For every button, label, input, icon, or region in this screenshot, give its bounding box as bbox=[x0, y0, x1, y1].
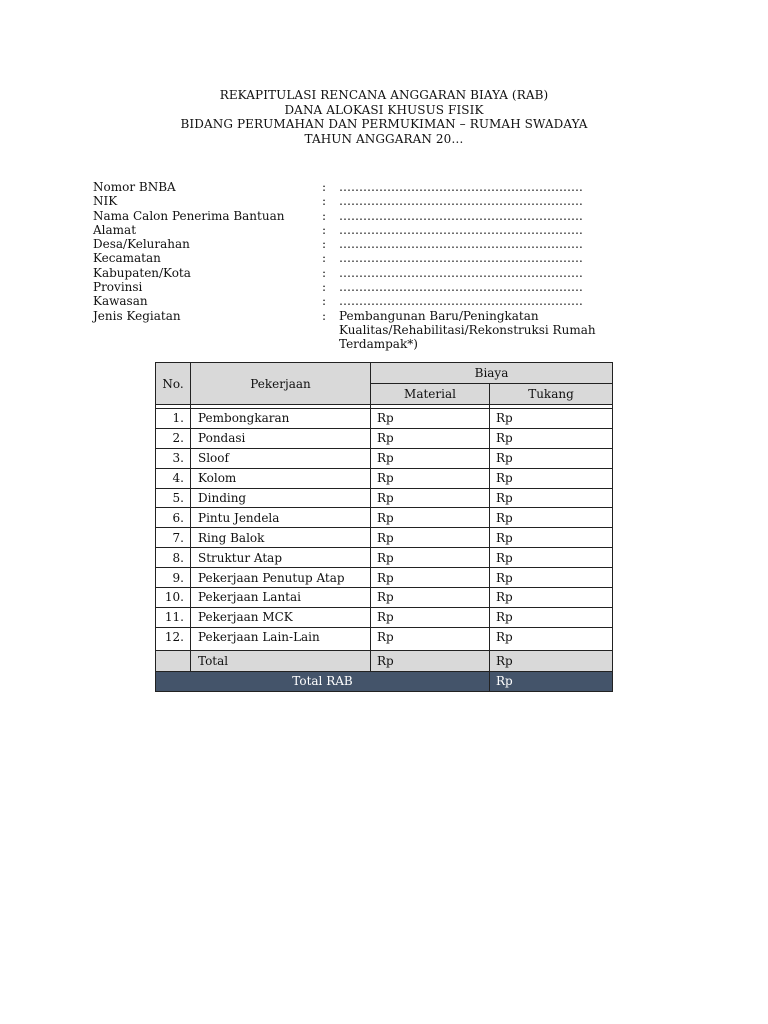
row-tukang: Rp bbox=[490, 428, 613, 448]
row-material: Rp bbox=[371, 588, 490, 608]
field-nomor-bnba bbox=[93, 180, 633, 194]
table-row bbox=[156, 568, 613, 588]
field-label: NIK bbox=[93, 194, 118, 209]
field-label: Kawasan bbox=[93, 294, 148, 309]
total-row bbox=[156, 650, 613, 671]
row-pekerjaan: Pekerjaan Lantai bbox=[191, 588, 371, 608]
row-no: 1. bbox=[156, 409, 191, 429]
title-line: BIDANG PERUMAHAN DAN PERMUKIMAN – RUMAH SWADAYA bbox=[180, 117, 588, 131]
row-no: 11. bbox=[156, 607, 191, 627]
row-tukang: Rp bbox=[490, 488, 613, 508]
field-value: ……………………………………………………. bbox=[339, 194, 583, 209]
total-no-cell bbox=[156, 650, 191, 671]
field-value: Pembangunan Baru/Peningkatan Kualitas/Rehabilitasi/Rekonstruksi Rumah Terdampak*) bbox=[339, 308, 596, 352]
field-kecamatan bbox=[93, 251, 633, 265]
row-pekerjaan: Pembongkaran bbox=[191, 409, 371, 429]
grand-total-value: Rp bbox=[490, 671, 613, 691]
row-pekerjaan: Pintu Jendela bbox=[191, 508, 371, 528]
field-colon: : bbox=[322, 180, 327, 194]
table-row bbox=[156, 607, 613, 627]
field-nama-calon-penerima bbox=[93, 209, 633, 223]
row-pekerjaan: Pekerjaan Lain-Lain bbox=[191, 627, 371, 650]
row-pekerjaan: Struktur Atap bbox=[191, 548, 371, 568]
row-pekerjaan: Pekerjaan Penutup Atap bbox=[191, 568, 371, 588]
field-colon: : bbox=[322, 208, 327, 223]
header-tukang: Tukang bbox=[490, 384, 613, 405]
field-colon: : bbox=[322, 194, 327, 209]
recipient-info bbox=[93, 180, 633, 352]
table-row bbox=[156, 448, 613, 468]
field-value: ……………………………………………………. bbox=[339, 180, 583, 194]
table-row bbox=[156, 488, 613, 508]
field-nik bbox=[93, 194, 633, 208]
table-row bbox=[156, 468, 613, 488]
field-label: Provinsi bbox=[93, 280, 143, 295]
table-row bbox=[156, 528, 613, 548]
row-tukang: Rp bbox=[490, 548, 613, 568]
row-material: Rp bbox=[371, 428, 490, 448]
field-value: ……………………………………………………. bbox=[339, 280, 583, 295]
field-label: Nama Calon Penerima Bantuan bbox=[93, 208, 285, 223]
field-value: ……………………………………………………. bbox=[339, 251, 583, 266]
row-tukang: Rp bbox=[490, 588, 613, 608]
field-jenis-kegiatan bbox=[93, 309, 633, 352]
row-material: Rp bbox=[371, 607, 490, 627]
field-colon: : bbox=[322, 308, 327, 323]
row-no: 5. bbox=[156, 488, 191, 508]
row-material: Rp bbox=[371, 548, 490, 568]
row-tukang: Rp bbox=[490, 528, 613, 548]
field-colon: : bbox=[322, 265, 327, 280]
table-row bbox=[156, 508, 613, 528]
field-colon: : bbox=[322, 237, 327, 252]
field-alamat bbox=[93, 223, 633, 237]
row-pekerjaan: Ring Balok bbox=[191, 528, 371, 548]
header-biaya: Biaya bbox=[371, 363, 613, 384]
row-no: 10. bbox=[156, 588, 191, 608]
field-kabupaten-kota bbox=[93, 266, 633, 280]
row-no: 3. bbox=[156, 448, 191, 468]
field-colon: : bbox=[322, 222, 327, 237]
row-material: Rp bbox=[371, 409, 490, 429]
header-pekerjaan: Pekerjaan bbox=[191, 363, 371, 405]
field-provinsi bbox=[93, 280, 633, 294]
field-value: ……………………………………………………. bbox=[339, 294, 583, 309]
row-tukang: Rp bbox=[490, 568, 613, 588]
title-line: TAHUN ANGGARAN 20… bbox=[304, 131, 464, 146]
row-tukang: Rp bbox=[490, 448, 613, 468]
table-row bbox=[156, 588, 613, 608]
row-material: Rp bbox=[371, 568, 490, 588]
title-line: DANA ALOKASI KHUSUS FISIK bbox=[284, 102, 484, 117]
table-row bbox=[156, 409, 613, 429]
row-tukang: Rp bbox=[490, 607, 613, 627]
header-no: No. bbox=[156, 363, 191, 405]
field-value: ……………………………………………………. bbox=[339, 222, 583, 237]
field-label: Nomor BNBA bbox=[93, 180, 176, 194]
row-pekerjaan: Pondasi bbox=[191, 428, 371, 448]
total-material: Rp bbox=[371, 650, 490, 671]
grand-total-label: Total RAB bbox=[156, 671, 490, 691]
row-tukang: Rp bbox=[490, 468, 613, 488]
row-no: 9. bbox=[156, 568, 191, 588]
row-pekerjaan: Kolom bbox=[191, 468, 371, 488]
field-colon: : bbox=[322, 251, 327, 266]
document-title bbox=[0, 88, 768, 146]
total-label: Total bbox=[191, 650, 371, 671]
row-tukang: Rp bbox=[490, 508, 613, 528]
table-row bbox=[156, 548, 613, 568]
table-row bbox=[156, 428, 613, 448]
field-value: ……………………………………………………. bbox=[339, 265, 583, 280]
header-material: Material bbox=[371, 384, 490, 405]
field-label: Kabupaten/Kota bbox=[93, 265, 191, 280]
row-material: Rp bbox=[371, 448, 490, 468]
row-no: 8. bbox=[156, 548, 191, 568]
field-label: Jenis Kegiatan bbox=[93, 308, 181, 323]
row-pekerjaan: Sloof bbox=[191, 448, 371, 468]
row-material: Rp bbox=[371, 468, 490, 488]
field-value: ……………………………………………………. bbox=[339, 208, 583, 223]
table-row bbox=[156, 627, 613, 650]
field-colon: : bbox=[322, 280, 327, 295]
row-material: Rp bbox=[371, 627, 490, 650]
field-desa-kelurahan bbox=[93, 237, 633, 251]
row-no: 12. bbox=[156, 627, 191, 650]
grand-total-row bbox=[156, 671, 613, 691]
row-material: Rp bbox=[371, 528, 490, 548]
field-label: Alamat bbox=[93, 222, 137, 237]
row-no: 2. bbox=[156, 428, 191, 448]
field-colon: : bbox=[322, 294, 327, 309]
row-no: 7. bbox=[156, 528, 191, 548]
row-tukang: Rp bbox=[490, 627, 613, 650]
title-line: REKAPITULASI RENCANA ANGGARAN BIAYA (RAB) bbox=[219, 88, 549, 102]
row-pekerjaan: Dinding bbox=[191, 488, 371, 508]
row-material: Rp bbox=[371, 488, 490, 508]
row-tukang: Rp bbox=[490, 409, 613, 429]
total-tukang: Rp bbox=[490, 650, 613, 671]
row-pekerjaan: Pekerjaan MCK bbox=[191, 607, 371, 627]
row-material: Rp bbox=[371, 508, 490, 528]
field-kawasan bbox=[93, 294, 633, 308]
rab-table bbox=[155, 362, 613, 692]
row-no: 6. bbox=[156, 508, 191, 528]
field-value: ……………………………………………………. bbox=[339, 237, 583, 252]
row-no: 4. bbox=[156, 468, 191, 488]
field-label: Kecamatan bbox=[93, 251, 161, 266]
field-label: Desa/Kelurahan bbox=[93, 237, 190, 252]
